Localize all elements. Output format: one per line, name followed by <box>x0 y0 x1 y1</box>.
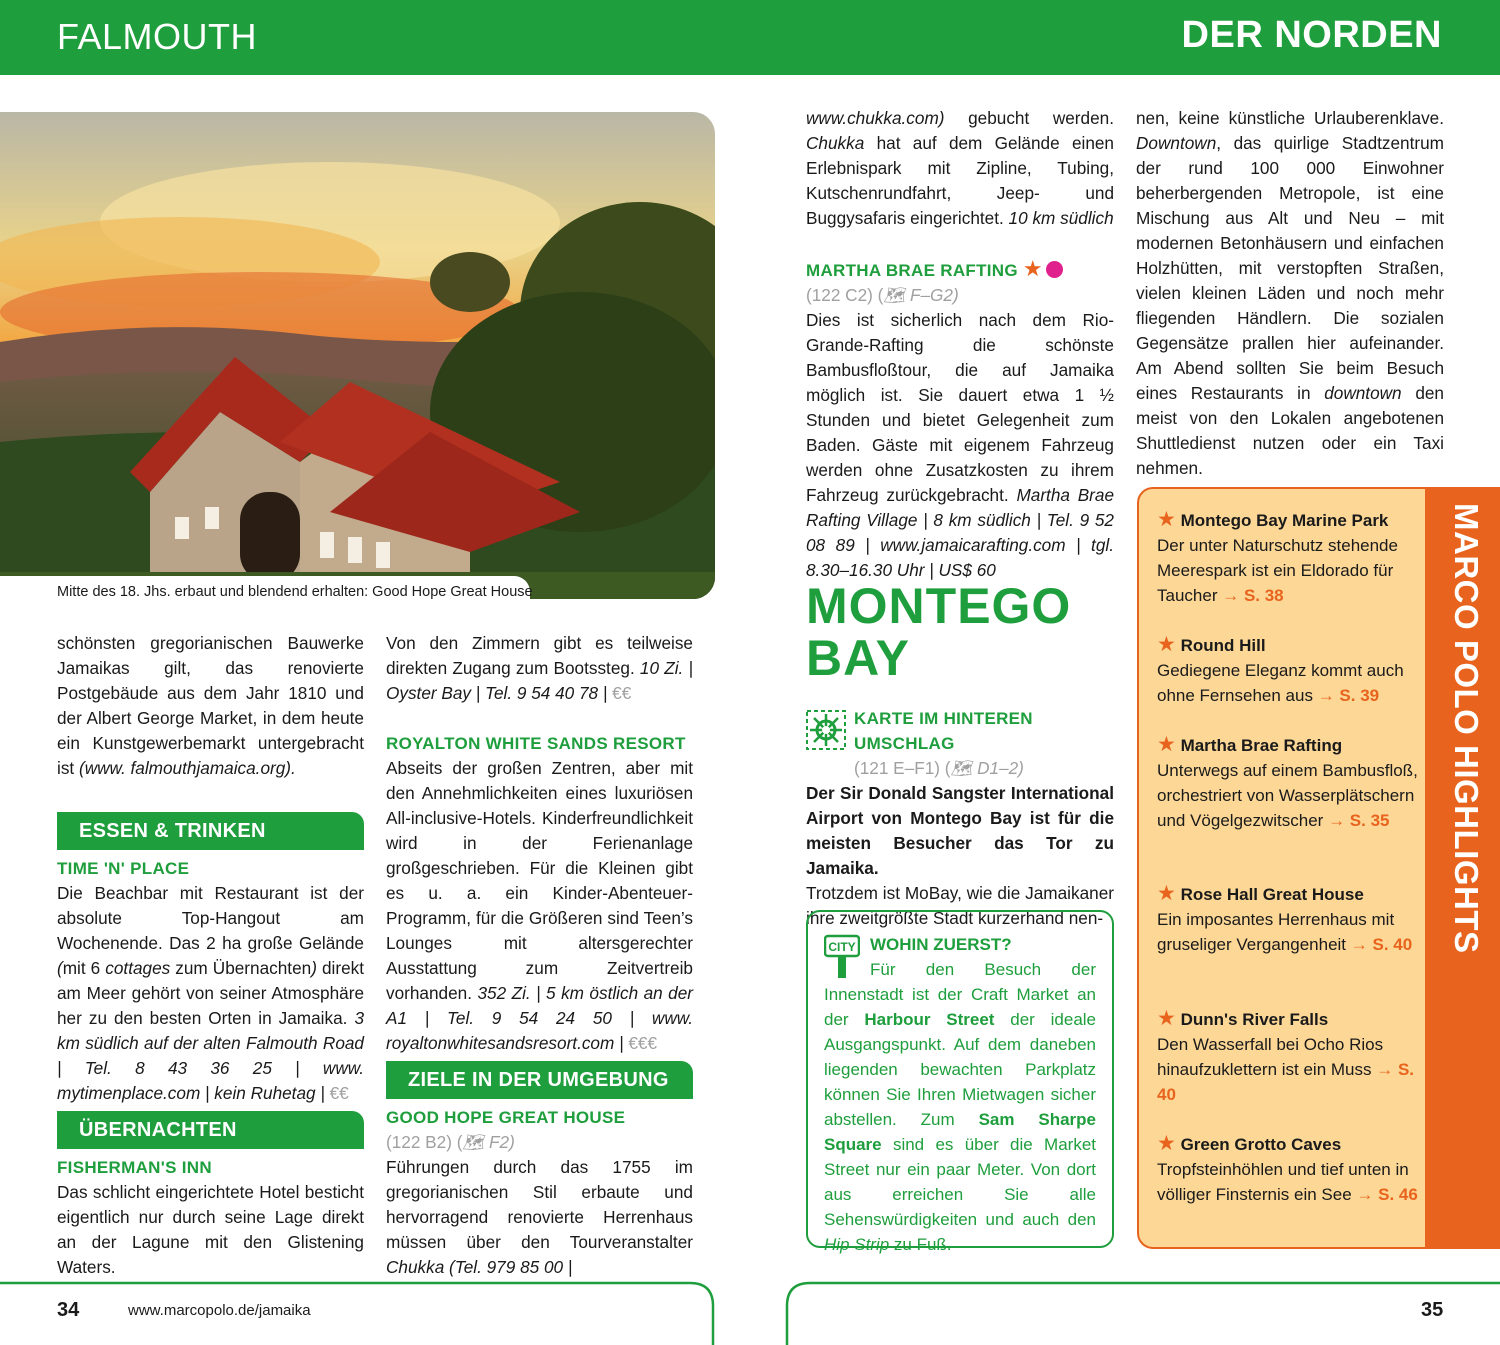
city-text-3: sind es über die Market Street nur ein paar Meter. Von dort aus erreichen Sie alle Sehenswürdigkeiten und auch den <box>824 1135 1096 1229</box>
star-icon: ★ <box>1157 1007 1176 1030</box>
city-text-4: zu Fuß. <box>889 1235 952 1254</box>
highlight-item[interactable] <box>1157 1131 1427 1207</box>
price-indicator: €€ <box>607 683 632 703</box>
footer-url[interactable]: www.marcopolo.de/jamaika <box>128 1302 311 1319</box>
martha-ref: (122 C2) ( <box>806 285 884 305</box>
montego-bay-heading <box>806 580 1071 684</box>
column-4-text <box>1136 106 1444 481</box>
zimmer-text: Von den Zimmern gibt es teilweise direkten Zugang zum Bootssteg. <box>386 633 693 678</box>
downtown-term-2: downtown <box>1324 383 1402 403</box>
falmouth-intro-text: schönsten gregorianischen Bauwerke Jamaikas gilt, das renovierte Postgebäude aus dem Jahr 1810 und der Albert George Market, in dem heute ein Kunstgewerbemarkt untergebracht ist <box>57 633 364 778</box>
martha-text: Dies ist sicherlich nach dem Rio-Grande-Rafting die schönste Bambusfloßtour, die auf Jamaika möglich ist. Sie dauert etwa 1 ½ Stunden und bietet Gelegenheit zum Baden. Gäste mit eigenem Fahrzeug werden ohne Zusatzkosten zu ihrem Fahrzeug zurückgebracht. <box>806 310 1114 505</box>
highlight-title: Round Hill <box>1180 636 1266 655</box>
good-hope-text: Führungen durch das 1755 im gregorianischen Stil erbaute und hervorragend renovierte Herrenhaus müssen über den Tourveranstalter <box>386 1157 693 1252</box>
page-ref-link[interactable]: → S. 46 <box>1356 1185 1418 1204</box>
map-icon: 🗺 <box>462 1132 485 1152</box>
sunset-house-illustration <box>0 112 715 599</box>
highlights-side-title: MARCO POLO HIGHLIGHTS <box>1448 503 1485 954</box>
chukka-link[interactable]: www.chukka.com) <box>806 108 945 128</box>
heading-line-2: BAY <box>806 630 910 686</box>
time-text-4: direkt am Meer gehört von seiner Atmosphäre her zu den besten Orten in Jamaika. <box>57 958 364 1028</box>
highlight-title: Rose Hall Great House <box>1180 885 1364 904</box>
highlight-text: Den Wasserfall bei Ocho Rios hinaufzuklettern ist ein Muss <box>1157 1035 1384 1079</box>
royalton-info: 352 Zi. | 5 km östlich an der A1 | Tel. 9 54 24 50 | www. royaltonwhitesandsresort.com | <box>386 983 694 1053</box>
star-icon: ★ <box>1157 733 1176 756</box>
price-indicator: €€€ <box>623 1033 658 1053</box>
time-text-1: Die Beachbar mit Restaurant ist der absolute Top-Hangout am Wochenende. Das 2 ha große Gelände <box>57 883 364 953</box>
karte-title: KARTE IM HINTEREN UMSCHLAG <box>854 709 1033 753</box>
page-ref-link[interactable]: → S. 38 <box>1222 586 1284 605</box>
chukka-name: Chukka <box>806 133 865 153</box>
time-n-place-entry <box>57 856 364 1106</box>
highlight-text: Tropfsteinhöhlen und tief unten in völliger Finsternis ein See <box>1157 1160 1409 1204</box>
martha-info: Martha Brae Rafting Village | 8 km südlich | Tel. 9 52 08 89 | www.jamaicarafting.com | tgl. 8.30–16.30 Uhr | US$ 60 <box>806 485 1115 580</box>
star-icon: ★ <box>1157 508 1176 531</box>
highlight-text: Ein imposantes Herrenhaus mit gruseliger Vergangenheit <box>1157 910 1395 954</box>
royalton-text: Abseits der großen Zentren, aber mit den Annehmlichkeiten eines luxuriösen All-inclusive-Hotels. Kinderfreundlichkeit wird in der Ferienanlage großgeschrieben. Für die Kleinen gibt es u. a. ein Kinder-Abenteuer-Programm, für die Größeren sind Teen’s Lounges mit altersgerechter Ausstattung zum Zeitvertreib vorhanden. <box>386 758 693 1003</box>
city-box-title: WOHIN ZUERST? <box>870 935 1012 954</box>
map-icon: 🗺 <box>883 285 906 305</box>
hip-strip: Hip Strip <box>824 1235 890 1254</box>
time-cottages: cottages <box>105 958 171 978</box>
photo-caption: Mitte des 18. Jhs. erbaut und blendend erhalten: Good Hope Great House <box>57 584 533 600</box>
highlight-item[interactable] <box>1157 507 1427 608</box>
price-indicator: €€ <box>324 1083 349 1103</box>
good-hope-map-ref: F2) <box>489 1132 515 1152</box>
fishermans-inn-entry <box>57 1155 364 1280</box>
time-paren-close: ) <box>311 958 317 978</box>
chapter-title-right: DER NORDEN <box>1181 14 1442 56</box>
col4-text-2: , das quirlige Stadtzentrum der rund 100 000 Einwohner beherbergenden Metropole, ist eine Mischung aus Alt und Neu – mit modernen Betonhäusern und einfachen Holzhütten, mit verstopften Straßen, vielen kleinen Läden und noch mehr fliegenden Händlern. Die sozialen Gegensätze prallen hier aufeinander. Am Abend sollten Sie beim Besuch eines Restaurants in <box>1136 133 1444 403</box>
royalton-title: ROYALTON WHITE SANDS RESORT <box>386 734 686 753</box>
martha-map-ref: F–G2) <box>909 285 959 305</box>
highlights-side-tab <box>1427 487 1500 1249</box>
martha-brae-entry <box>806 256 1114 583</box>
page-ref-link[interactable]: → S. 40 <box>1157 1060 1415 1104</box>
chukka-text-1: gebucht werden. <box>944 108 1114 128</box>
good-hope-info: Chukka (Tel. 979 85 00 | <box>386 1257 573 1277</box>
map-icon: 🗺 <box>950 758 973 778</box>
star-icon: ★ <box>1157 882 1176 905</box>
airport-text: Der Sir Donald Sangster International Airport von Montego Bay ist für die meisten Besucher das Tor zu Jamaika. <box>806 783 1114 878</box>
time-info: 3 km südlich auf der alten Falmouth Road | Tel. 8 43 36 25 | www. mytimenplace.com | kein Ruhetag | <box>57 1008 364 1103</box>
page-ref-link[interactable]: → S. 35 <box>1328 811 1390 830</box>
highlight-item[interactable] <box>1157 881 1427 957</box>
col4-text-1: nen, keine künstliche Urlauberenklave. <box>1136 108 1444 128</box>
highlights-box <box>1137 487 1427 1249</box>
highlight-title: Green Grotto Caves <box>1180 1135 1342 1154</box>
page-ref-link[interactable]: → S. 39 <box>1317 686 1380 705</box>
fishermans-inn-text: Das schlicht eingerichtete Hotel besticht eigentlich nur durch seine Lage direkt an der Lagune mit den Glistening Waters. <box>57 1182 364 1277</box>
highlight-text: Gediegene Eleganz kommt auch ohne Fernsehen aus <box>1157 661 1404 705</box>
chukka-text-block <box>806 106 1114 231</box>
heading-line-1: MONTEGO <box>806 578 1072 634</box>
mobay-text: Trotzdem ist MoBay, wie die Jamaikaner ihre zweitgrößte Stadt kurzerhand nen- <box>806 883 1114 928</box>
good-hope-photo <box>0 112 715 599</box>
highlight-text: Der unter Naturschutz stehende Meerespark ist ein Eldorado für Taucher <box>1157 536 1398 605</box>
magenta-dot-icon <box>1046 261 1063 278</box>
column-2-intro <box>386 631 693 706</box>
svg-text:CITY: CITY <box>828 940 856 954</box>
falmouth-link[interactable]: (www. falmouthjamaica.org). <box>78 758 296 778</box>
harbour-street: Harbour Street <box>864 1010 995 1029</box>
good-hope-title: GOOD HOPE GREAT HOUSE <box>386 1108 626 1127</box>
time-text-3: zum Übernachten <box>170 958 312 978</box>
section-ziele-umgebung: ZIELE IN DER UMGEBUNG <box>386 1061 693 1099</box>
sam-sharpe-square: Sam Sharpe Square <box>824 1110 1096 1154</box>
page-number-left: 34 <box>57 1299 80 1321</box>
chapter-title-left: FALMOUTH <box>57 16 258 57</box>
montego-bay-intro <box>806 706 1114 931</box>
time-text-2: mit 6 <box>62 958 106 978</box>
city-text-2: der ideale Ausgangspunkt. Auf dem daneben liegenden bewachten Parkplatz können Sie Ihren Mietwagen sicher abstellen. Zum <box>824 1010 1097 1129</box>
page-number-right: 35 <box>1421 1299 1444 1321</box>
page-ref-link[interactable]: → S. 40 <box>1350 935 1413 954</box>
royalton-entry <box>386 731 693 1056</box>
header-bar <box>0 0 1500 75</box>
section-uebernachten: ÜBERNACHTEN <box>57 1111 364 1149</box>
highlight-title: Dunn's River Falls <box>1180 1010 1329 1029</box>
highlight-item[interactable] <box>1157 732 1427 833</box>
good-hope-entry <box>386 1105 693 1280</box>
column-1-intro <box>57 631 364 781</box>
highlight-text: Unterwegs auf einem Bambusfloß, orchestriert von Wasserplätschern und Vögelgezwitscher <box>1157 761 1418 830</box>
highlight-item[interactable] <box>1157 1006 1427 1107</box>
martha-brae-title: MARTHA BRAE RAFTING <box>806 261 1018 280</box>
highlight-title: Martha Brae Rafting <box>1180 736 1343 755</box>
city-tip-box <box>806 910 1114 1254</box>
good-hope-ref: (122 B2) ( <box>386 1132 463 1152</box>
city-text-1: Für den Besuch der Innenstadt ist der Craft Market an der <box>824 960 1096 1029</box>
star-icon: ★ <box>1157 633 1176 656</box>
chukka-text-2: hat auf dem Gelände einen Erlebnispark mit Zipline, Tubing, Kutschenrundfahrt, Jeep- und Buggysafaris eingerichtet. <box>806 133 1114 228</box>
section-essen-trinken: ESSEN & TRINKEN <box>57 812 364 850</box>
col4-text-3: den meist von den Lokalen angebotenen Shuttledienst nutzen oder ein Taxi nehmen. <box>1136 383 1444 478</box>
chukka-distance: 10 km südlich <box>1008 208 1114 228</box>
downtown-term: Downtown <box>1136 133 1217 153</box>
highlight-item[interactable] <box>1157 632 1427 708</box>
fishermans-inn-title: FISHERMAN'S INN <box>57 1158 212 1177</box>
karte-map-ref: D1–2) <box>977 758 1024 778</box>
time-n-place-title: TIME 'N' PLACE <box>57 859 190 878</box>
star-icon: ★ <box>1157 1132 1176 1155</box>
karte-ref: (121 E–F1) ( <box>854 758 951 778</box>
time-paren-open: ( <box>57 958 63 978</box>
star-icon: ★ <box>1022 256 1043 281</box>
highlight-title: Montego Bay Marine Park <box>1180 511 1389 530</box>
city-map-icon <box>806 710 846 750</box>
zimmer-info: 10 Zi. | Oyster Bay | Tel. 9 54 40 78 | <box>386 658 693 703</box>
